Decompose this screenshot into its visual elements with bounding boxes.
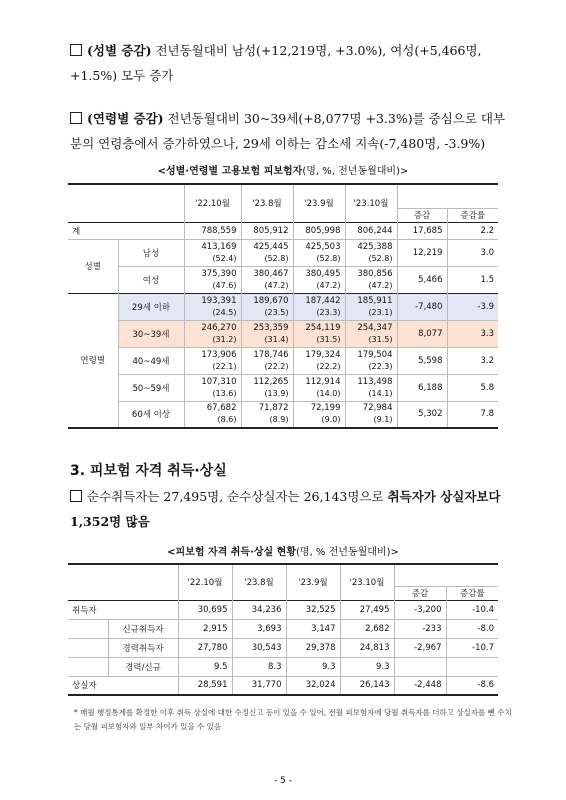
table-cell: 254,119 (31.5) xyxy=(293,320,345,347)
table-cell: 5,466 xyxy=(397,266,447,293)
table-cell: 60세 이상 xyxy=(118,401,184,428)
header-cell: '23.9월 xyxy=(286,564,340,600)
table-row xyxy=(68,320,498,347)
table-cell: 806,244 xyxy=(345,222,397,239)
table-row xyxy=(68,374,498,401)
table-cell: -10.4 xyxy=(446,600,498,619)
header-cell: '23.8월 xyxy=(232,564,286,600)
header-cell: '22.10월 xyxy=(178,564,232,600)
table-cell: -8.0 xyxy=(446,619,498,638)
table-cell: -7,480 xyxy=(397,293,447,320)
table-cell: 5,302 xyxy=(397,401,447,428)
table-cell: 12,219 xyxy=(397,239,447,266)
table-cell: 5,598 xyxy=(397,347,447,374)
table-cell: 28,591 xyxy=(178,676,232,695)
table-cell: 여성 xyxy=(118,266,184,293)
table-cell: -3.9 xyxy=(447,293,498,320)
table-cell: 상실자 xyxy=(72,681,97,692)
header-cell: '23.9월 xyxy=(293,184,345,222)
table-cell xyxy=(68,638,108,657)
square-bullet-icon xyxy=(70,112,82,124)
table-cell: 185,911 (23.1) xyxy=(345,293,397,320)
footnote: * 매월 행정통계를 확정한 이후 취득 상실에 대한 수정신고 등이 있을 수 있어, 전월 피보험자에 당월 취득자를 더하고 상실자를 뺀 수치는 당월 피보험자와 일부 차이가 있을 수 있음 xyxy=(74,708,512,731)
table-cell: 72,199 (9.0) xyxy=(293,401,345,428)
table-cell xyxy=(68,184,184,222)
table-cell xyxy=(397,184,498,208)
table-cell xyxy=(68,564,178,600)
acquisition-table xyxy=(68,563,498,696)
table-row xyxy=(68,266,498,293)
table-cell: 805,912 xyxy=(241,222,293,239)
table-cell: 788,559 xyxy=(184,222,241,239)
table-cell: 425,503 (52.8) xyxy=(293,239,345,266)
table-cell: 67,682 (8.6) xyxy=(184,401,241,428)
table-cell: 5.8 xyxy=(447,374,498,401)
table-cell: 31,770 xyxy=(232,676,286,695)
table-cell: -8.6 xyxy=(446,676,498,695)
table-cell: 연령별 xyxy=(80,356,106,367)
table-cell: 2.2 xyxy=(447,222,498,239)
table-cell: 179,324 (22.2) xyxy=(293,347,345,374)
table-cell xyxy=(394,564,498,586)
page-number: - 5 - xyxy=(274,776,292,786)
table-row xyxy=(68,619,498,638)
bullet-gender: (성별 증감) 전년동월대비 남성(+12,219명, +3.0%), 여성(+5,466명, +1.5%) 모두 증가 xyxy=(70,43,482,83)
table-cell: 26,143 xyxy=(340,676,394,695)
table-cell: 72,984 (9.1) xyxy=(345,401,397,428)
table-cell: 425,445 (52.8) xyxy=(241,239,293,266)
table-cell: 신규취득자 xyxy=(108,619,178,638)
table-cell xyxy=(394,657,446,676)
table-cell: -2,967 xyxy=(394,638,446,657)
table-cell: 29,378 xyxy=(286,638,340,657)
table-cell: 375,390 (47.6) xyxy=(184,266,241,293)
bullet-acquisition: 순수취득자는 27,495명, 순수상실자는 26,143명으로 취득자가 상실자보다 1,352명 많음 xyxy=(70,489,501,529)
table-cell: 30,695 xyxy=(178,600,232,619)
table-cell: -3,200 xyxy=(394,600,446,619)
table-cell: 3.0 xyxy=(447,239,498,266)
table-cell: 380,495 (47.2) xyxy=(293,266,345,293)
header-cell: '23.10월 xyxy=(345,184,397,222)
table-cell: 34,236 xyxy=(232,600,286,619)
table-row xyxy=(68,657,498,676)
table-cell: 9.5 xyxy=(178,657,232,676)
table-cell: 24,813 xyxy=(340,638,394,657)
table-row xyxy=(68,239,498,266)
table-cell: 112,914 (14.0) xyxy=(293,374,345,401)
bullet-age: (연령별 증감) 전년동월대비 30~39세(+8,077명 +3.3%)를 중심으로 대부분의 연령층에서 증가하였으나, 29세 이하는 감소세 지속(-7,480명, -3.9%) xyxy=(70,111,506,151)
insured-table xyxy=(68,183,498,429)
header-cell: '23.8월 xyxy=(241,184,293,222)
table-cell: 8,077 xyxy=(397,320,447,347)
table1-caption: <성별·연령별 고용보험 피보험자(명, %, 전년동월대비)> xyxy=(157,166,409,177)
table-cell: 30,543 xyxy=(232,638,286,657)
table-cell: 179,504 (22.3) xyxy=(345,347,397,374)
table-cell: 380,856 (47.2) xyxy=(345,266,397,293)
table-cell xyxy=(446,657,498,676)
table-cell: 계 xyxy=(72,226,81,237)
section-title: 3. 피보험 자격 취득·상실 xyxy=(70,463,227,479)
table-cell: 113,498 (14.1) xyxy=(345,374,397,401)
table-cell: 경력/신규 xyxy=(108,657,178,676)
table-cell: 3.2 xyxy=(447,347,498,374)
table-row xyxy=(68,600,498,619)
header-cell: 증감 xyxy=(397,208,447,222)
table-row xyxy=(68,676,498,695)
table-cell: 32,024 xyxy=(286,676,340,695)
table-cell: -233 xyxy=(394,619,446,638)
table-cell: 425,388 (52.8) xyxy=(345,239,397,266)
table-cell: 413,169 (52.4) xyxy=(184,239,241,266)
table-row xyxy=(68,293,498,320)
table-cell: 189,670 (23.5) xyxy=(241,293,293,320)
table-cell: 805,998 xyxy=(293,222,345,239)
header-cell: '22.10월 xyxy=(184,184,241,222)
header-cell: '23.10월 xyxy=(340,564,394,600)
table-cell: 9.3 xyxy=(286,657,340,676)
table-cell: 6,188 xyxy=(397,374,447,401)
table-cell: 3.3 xyxy=(447,320,498,347)
table-cell: 32,525 xyxy=(286,600,340,619)
table-cell: -10.7 xyxy=(446,638,498,657)
table-cell: 173,906 (22.1) xyxy=(184,347,241,374)
table-cell: 3,693 xyxy=(232,619,286,638)
table-cell: 29세 이하 xyxy=(118,293,184,320)
table-cell: 3,147 xyxy=(286,619,340,638)
table2-caption: <피보험 자격 취득·상실 현황(명, % 전년동월대비)> xyxy=(167,547,399,558)
table-cell: 107,310 (13.6) xyxy=(184,374,241,401)
table-row-total xyxy=(68,222,498,239)
table-cell: -2,448 xyxy=(394,676,446,695)
table-cell: 성별 xyxy=(68,239,118,293)
table-cell: 178,746 (22.2) xyxy=(241,347,293,374)
table-row xyxy=(68,347,498,374)
table-row xyxy=(68,401,498,428)
table-cell xyxy=(68,619,108,638)
table-cell: 246,270 (31.2) xyxy=(184,320,241,347)
table-cell: 1.5 xyxy=(447,266,498,293)
table-cell xyxy=(68,657,108,676)
table-row xyxy=(68,638,498,657)
table-cell: 27,780 xyxy=(178,638,232,657)
table-cell: 7.8 xyxy=(447,401,498,428)
table-cell: 2,682 xyxy=(340,619,394,638)
header-cell: 증감률 xyxy=(446,586,498,600)
table-cell: 8.3 xyxy=(232,657,286,676)
table-cell: 71,872 (8.9) xyxy=(241,401,293,428)
table-cell: 380,467 (47.2) xyxy=(241,266,293,293)
table-cell: 취득자 xyxy=(72,605,97,616)
table-cell: 187,442 (23.3) xyxy=(293,293,345,320)
table-cell: 남성 xyxy=(118,239,184,266)
table-cell: 112,265 (13.9) xyxy=(241,374,293,401)
table-cell: 193,391 (24.5) xyxy=(184,293,241,320)
header-cell: 증감률 xyxy=(447,208,498,222)
table-cell: 40~49세 xyxy=(118,347,184,374)
table-cell: 경력취득자 xyxy=(108,638,178,657)
square-bullet-icon xyxy=(70,44,82,56)
table-cell: 50~59세 xyxy=(118,374,184,401)
table-cell: 254,347 (31.5) xyxy=(345,320,397,347)
table-cell: 17,685 xyxy=(397,222,447,239)
table-cell: 27,495 xyxy=(340,600,394,619)
table-cell: 253,359 (31.4) xyxy=(241,320,293,347)
square-bullet-icon xyxy=(70,490,82,502)
table-cell: 9.3 xyxy=(340,657,394,676)
table-cell: 30~39세 xyxy=(118,320,184,347)
table-cell: 2,915 xyxy=(178,619,232,638)
header-cell: 증감 xyxy=(394,586,446,600)
